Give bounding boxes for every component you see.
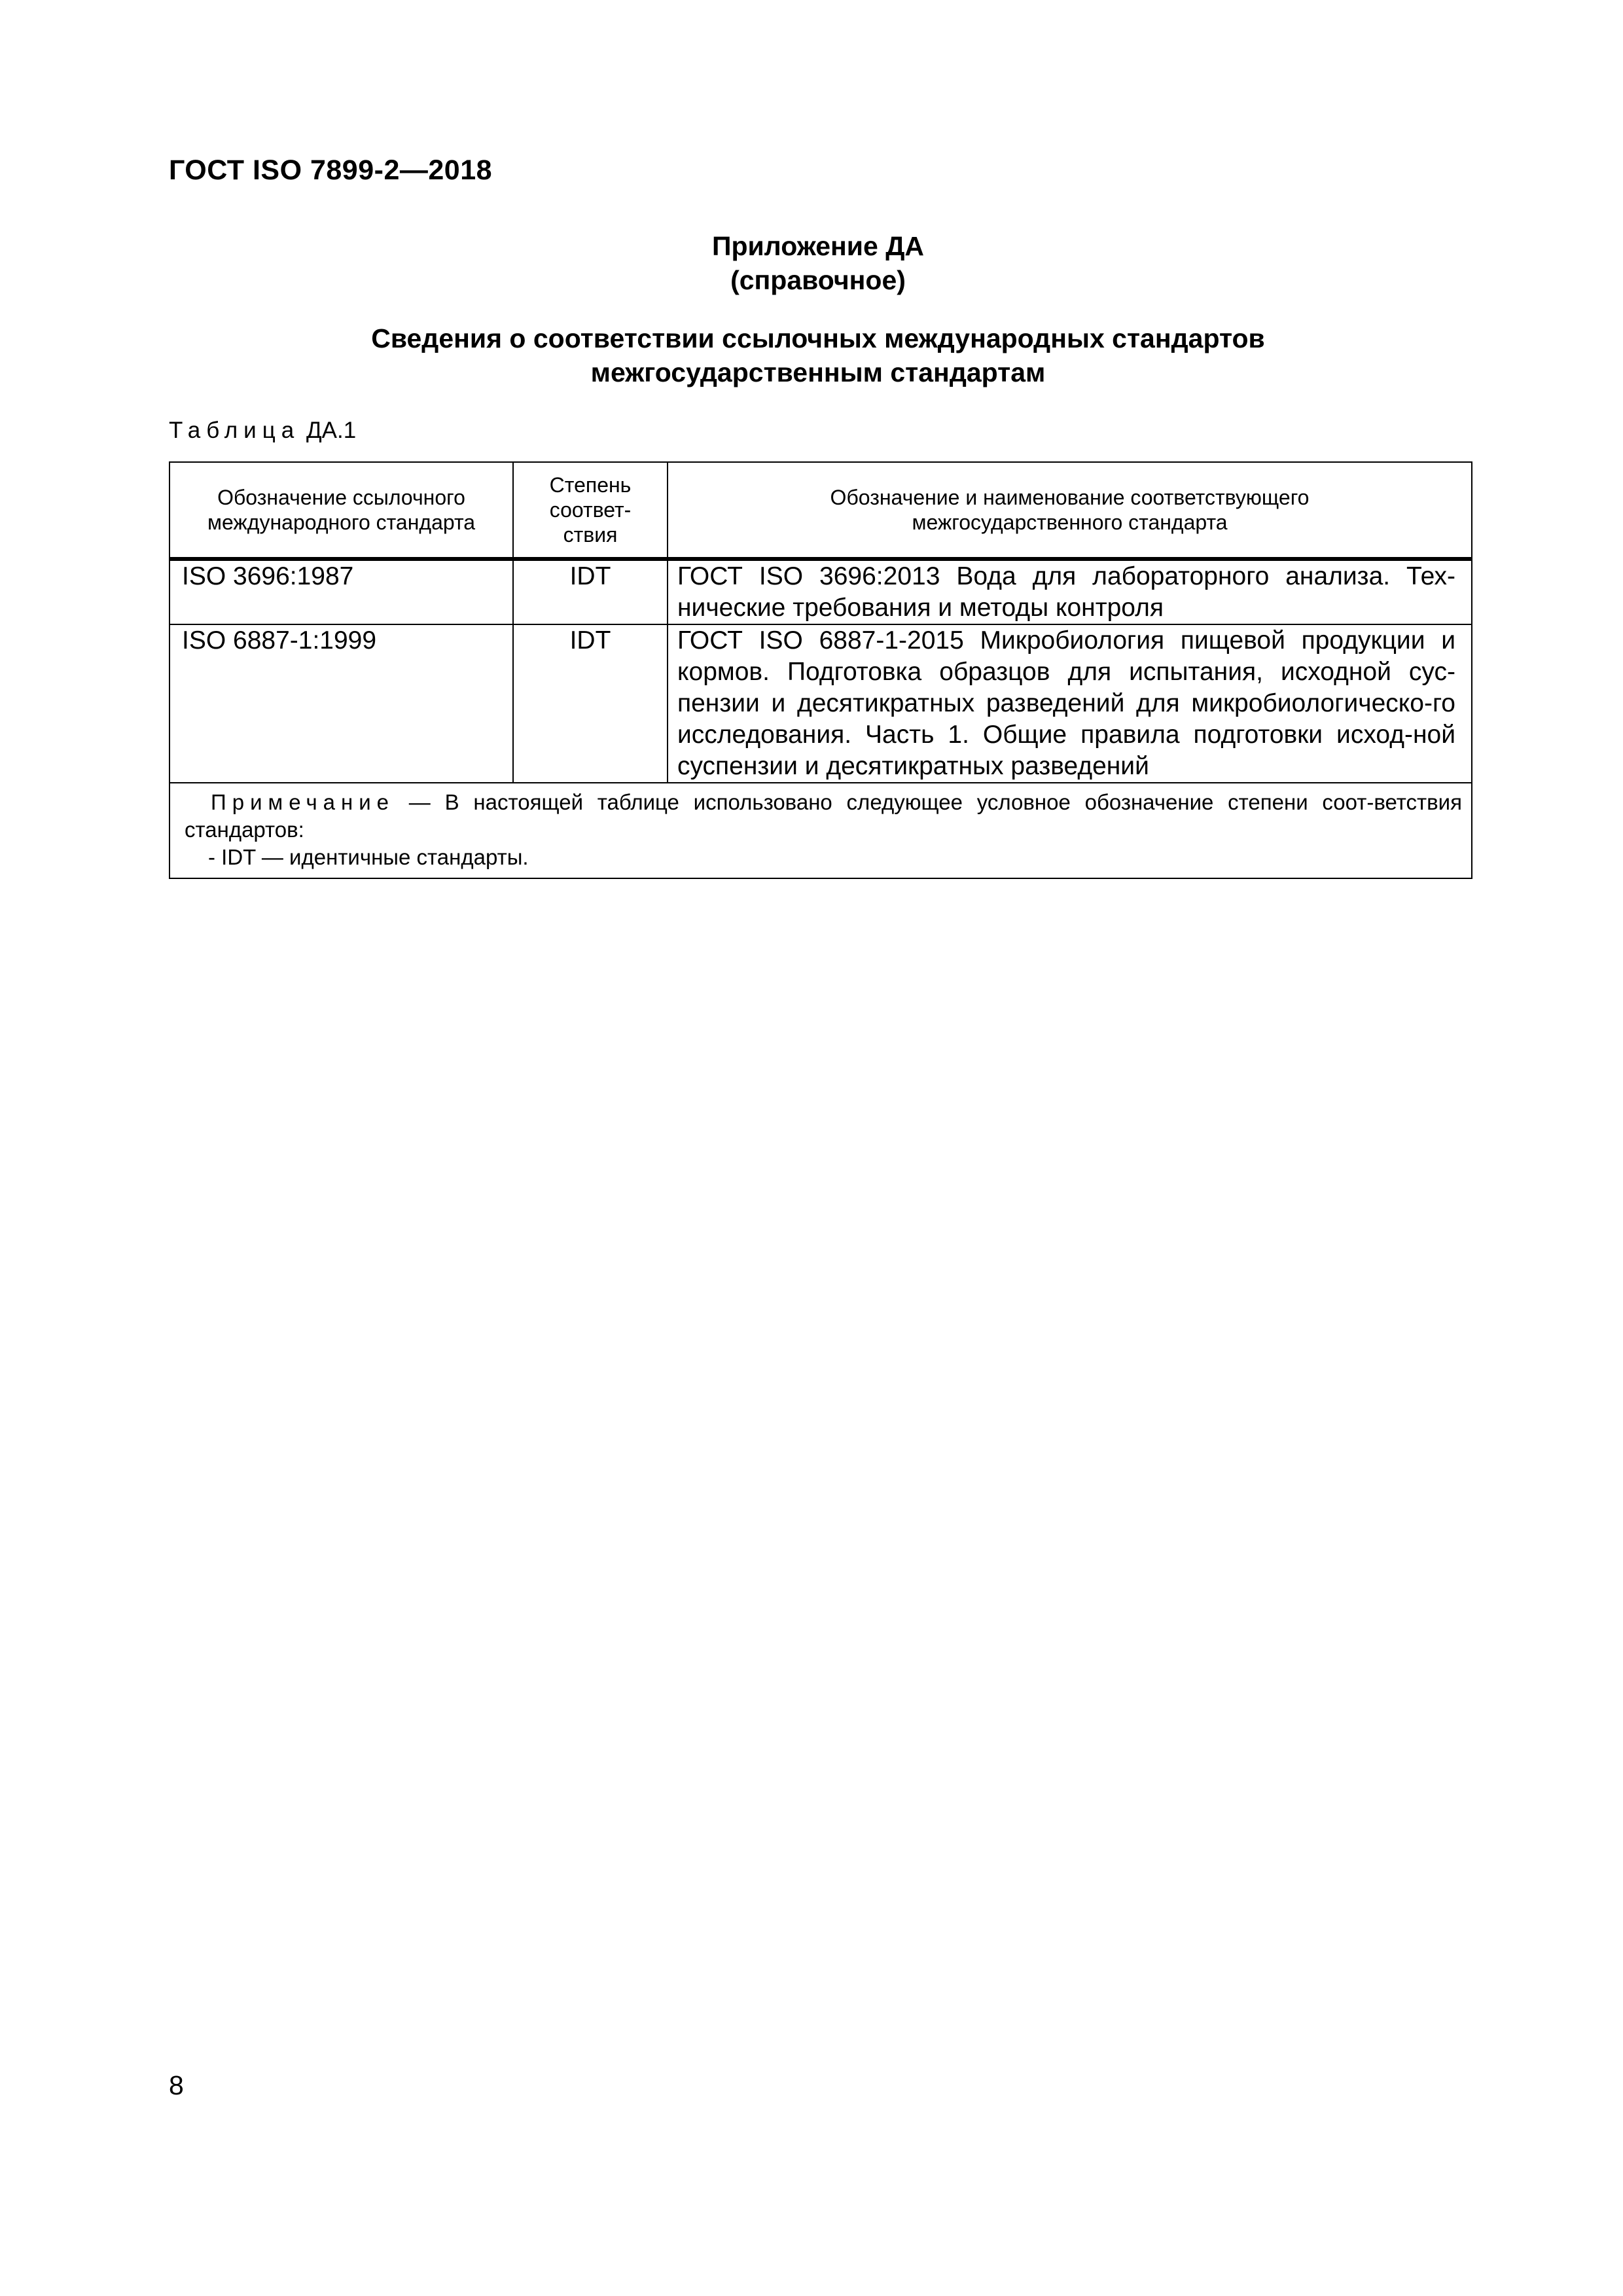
table-note-row [169,783,1472,878]
standards-correspondence-table [169,461,1472,879]
table-row [169,624,1472,783]
header-international-standard: Обозначение ссылочного международного стандарта [169,462,513,559]
section-title-line1: Сведения о соответствии ссылочных международных стандартов [371,323,1265,353]
table-row [169,559,1472,624]
section-title-line2: межгосударственным стандартам [590,357,1046,387]
header-degree: Степень соответ-ствия [513,462,668,559]
table-caption [169,418,356,444]
table-header-row [169,462,1472,559]
table-caption-label: Таблица [169,418,300,443]
cell-interstate-standard: ГОСТ ISO 3696:2013 Вода для лабораторного анализа. Тех-нические требования и методы контроля [668,559,1472,624]
cell-degree: IDT [513,559,668,624]
section-title [275,321,1361,389]
cell-interstate-standard: ГОСТ ISO 6887-1-2015 Микробиология пищевой продукции и кормов. Подготовка образцов для испытания, исходной сус-пензии и десятикратных разведений для микробиологическо-го исследования. Часть 1. Общие правила подготовки исход-ной суспензии и десятикратных разведений [668,624,1472,783]
cell-degree: IDT [513,624,668,783]
header-interstate-standard: Обозначение и наименование соответствующего межгосударственного стандарта [668,462,1472,559]
note-item: - IDT — идентичные стандарты. [208,845,529,869]
appendix-title: Приложение ДА [711,231,925,261]
appendix-type: (справочное) [730,265,906,295]
document-standard-code: ГОСТ ISO 7899-2—2018 [169,154,493,186]
note-text: — В настоящей таблице использовано следующее условное обозначение степени соот-ветствия стандартов: [185,790,1462,842]
appendix-heading [393,229,1243,297]
note-label: Примечание [211,790,395,814]
cell-international-standard: ISO 6887-1:1999 [169,624,513,783]
table-caption-number: ДА.1 [306,418,357,443]
cell-international-standard: ISO 3696:1987 [169,559,513,624]
page-number: 8 [169,2070,184,2100]
table-note [169,783,1472,878]
